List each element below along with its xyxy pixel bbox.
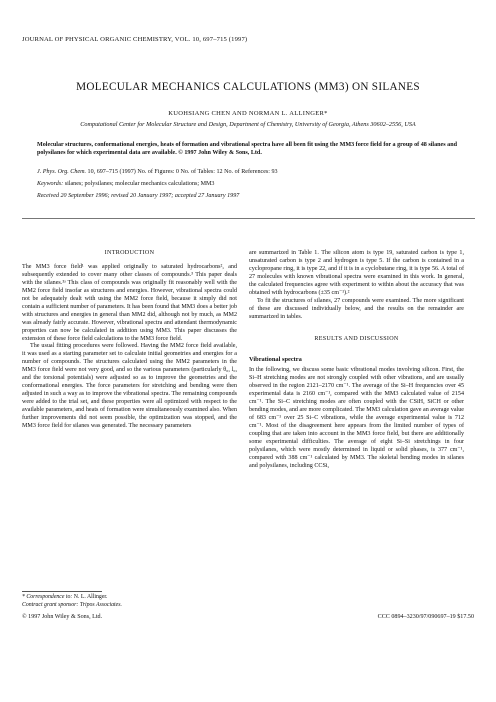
- correspondence-label: * Correspondence to:: [22, 594, 74, 600]
- section-heading-results: RESULTS AND DISCUSSION: [314, 335, 399, 342]
- citation-details: 10, 697–715 (1997) No. of Figures: 0 No. of Tables: 12 No. of References: 93: [86, 169, 278, 175]
- paragraph: The MM3 force field¹ was applied originally to saturated hydrocarbons², and subsequently extended to cover many other classes of compounds.³ This paper deals with the silanes.³ᵃ This class of compounds was originally fit reasonably well with the MM2 force field insofar as structures and energies. However, vibrational spectra could not be adequately dealt with using the MM2 force field, because it simply did not contain a sufficient number of parameters. It has been found that MM3 does a better job with structures and energies in general than MM2 did, although not by much, as MM2 was already fairly accurate. However, vibrational spectra and attendant thermodynamic properties can now be calculated in addition using MM3. This paper discusses the extension of these force field calculations to the MM3 force field.: [22, 263, 237, 342]
- affiliation: Computational Center for Molecular Structure and Design, Department of Chemistry, University of Georgia, Athens 30602–2556, USA: [80, 121, 416, 128]
- received-dates: Received 20 September 1996; revised 20 January 1997; accepted 27 January 1997: [37, 193, 240, 199]
- footnote-divider: [22, 591, 102, 592]
- article-title: MOLECULAR MECHANICS CALCULATIONS (MM3) ON SILANES: [76, 81, 420, 93]
- section-heading-introduction: INTRODUCTION: [104, 250, 155, 256]
- ccc-code: CCC 0894–3230/97/090697–19 $17.50: [377, 614, 474, 620]
- correspondence-name: N. L. Allinger.: [73, 594, 108, 600]
- received-line: [37, 192, 467, 200]
- paragraph: The usual fitting procedures were followed. Having the MM2 force field available, it was used as a starting parameter set to calculate initial geometries and energies for a number of compounds. The structures calculated using the MM2 parameters in the MM3 force field were not very good, and so the various parameters (particularly θ₀, l₀, and the torsional potentials) were adjusted so as to improve the geometries and the conformational energies. The force parameters for stretching and bending were then adjusted in such a way as to improve the vibrational spectra. The remaining compounds were added to the trial set, and these properties were all optimized with respect to the available parameters, and heats of formation were simultaneously examined also. When further improvements did not seem possible, the optimization was stopped, and the MM3 force field for silanes was generated. The necessary parameters: [22, 343, 237, 430]
- footnote-sponsor: [22, 602, 237, 609]
- keywords-label: Keywords:: [37, 181, 64, 187]
- footnote-correspondence: [22, 594, 237, 601]
- keywords-line: [37, 180, 467, 188]
- citation-journal: J. Phys. Org. Chem.: [37, 169, 87, 175]
- paragraph: To fit the structures of silanes, 27 compounds were examined. The more significant of these are discussed individually below, and the results on the remainder are summarized in tables.: [249, 297, 464, 320]
- abstract: Molecular structures, conformational energies, heats of formation and vibrational spectra have all been fit using the MM3 force field for a group of 48 silanes and polysilanes for which experimental data are available. © 1997 John Wiley & Sons, Ltd.: [37, 142, 457, 157]
- right-column: [249, 226, 464, 471]
- sponsor: Contract grant sponsor: Tripos Associates.: [22, 602, 122, 608]
- copyright: © 1997 John Wiley & Sons, Ltd.: [22, 614, 103, 620]
- citation-line: [37, 168, 467, 176]
- paragraph: are summarized in Table 1. The silicon atom is type 19, saturated carbon is type 1, unsaturated carbon is type 2 and hydrogen is type 5. If the carbon is contained in a cyclopropane ring, it is type 22, and if it is in a cyclobutane ring, it is type 56. A total of 27 molecules with known vibrational spectra were examined in this work. In general, the calculated frequencies agree with experiment to within about the accuracy that was obtained with hydrocarbons (±35 cm⁻¹).²: [249, 250, 464, 296]
- paragraph: In the following, we discuss some basic vibrational modes involving silicon. First, the Si–H stretching modes are not strongly coupled with other vibrations, and are usually observed in the region 2121–2170 cm⁻¹. The average of the Si–H frequencies over 45 experimental data is 2160 cm⁻¹, compared with the MM3 calculated value of 2154 cm⁻¹. The Si–C stretching modes are often coupled with the CSiH, SiCH or other bending modes, and are more complicated. The MM3 calculation gave an average value of 683 cm⁻¹ over 25 Si–C vibrations, while the average experimental value is 712 cm⁻¹. Most of the disagreement here appears from the limited number of types of coupling that are taken into account in the MM3 force field, but there are additionally some experimental difficulties. The average of eight Si–Si stretchings in four polysilanes, which were mostly determined in liquid or solid phases, is 377 cm⁻¹, compared with 388 cm⁻¹ calculated by MM3. The skeletal bending modes in silanes and polysilanes, including CCSi,: [249, 367, 464, 469]
- keywords: silanes; polysilanes; molecular mechanics calculations; MM3: [63, 181, 215, 187]
- running-head: JOURNAL OF PHYSICAL ORGANIC CHEMISTRY, VOL. 10, 697–715 (1997): [22, 36, 248, 43]
- authors: KUOHSIANG CHEN AND NORMAN L. ALLINGER*: [168, 110, 328, 117]
- left-column: [22, 226, 237, 431]
- header-divider: [22, 218, 475, 219]
- subsection-heading-vibrational-spectra: Vibrational spectra: [249, 355, 302, 363]
